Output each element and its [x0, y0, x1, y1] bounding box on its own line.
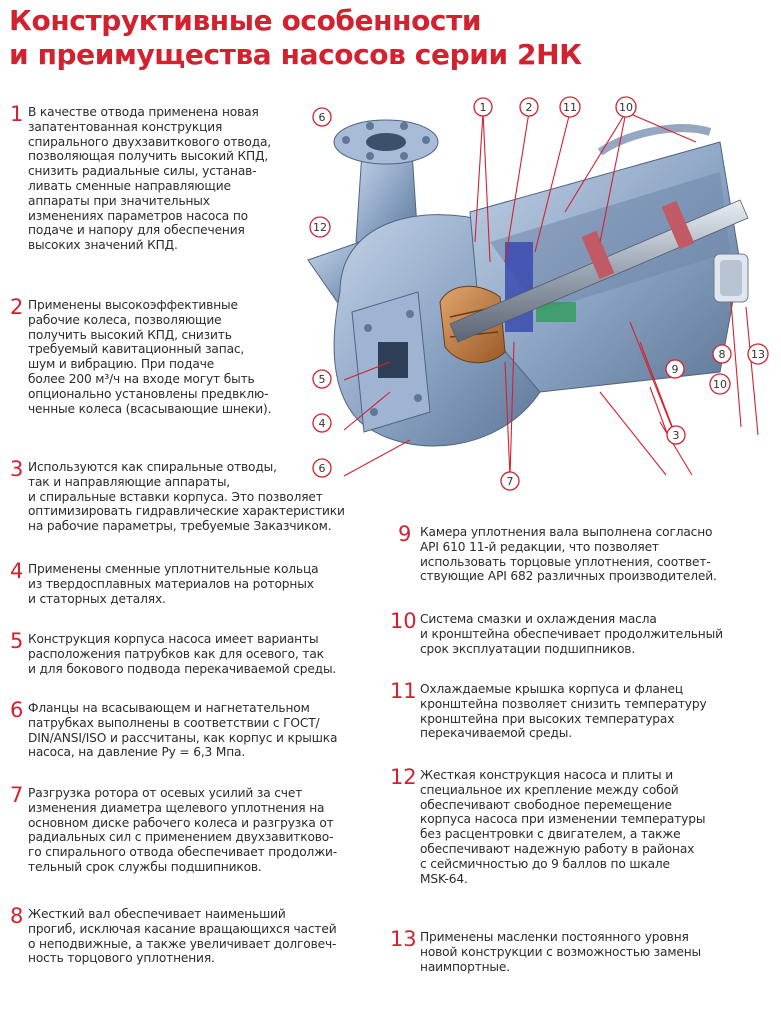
feature-number: 8 — [10, 904, 24, 928]
feature-number: 7 — [10, 783, 24, 807]
feature-number: 1 — [10, 102, 24, 126]
callout-10-bottom — [710, 374, 730, 394]
svg-text:10: 10 — [713, 378, 727, 391]
feature-number: 9 — [398, 522, 412, 546]
feature-text: Жесткая конструкция насоса и плиты и специальное их крепление между собой обеспечивают свободное перемещение корпуса насоса при изменении температуры без расцентровки с двигателем, а также обеспечивают надежную работу в районах с сейсмичностью до 9 баллов по шкале MSK-64. — [420, 768, 706, 886]
feature-text: Используются как спиральные отводы, так и направляющие аппараты, и спиральные вставки корпуса. Это позволяет оптимизировать гидравлические характеристики на рабочие параметры, требуемые Заказчиком. — [28, 460, 345, 534]
callout-6-top — [313, 108, 331, 126]
feature-text: Охлаждаемые крышка корпуса и фланец кронштейна позволяет снизить температуру кронштейна при высоких температурах перекачиваемой среды. — [420, 682, 707, 741]
feature-number: 4 — [10, 559, 24, 583]
callout-9 — [666, 360, 684, 378]
svg-text:6: 6 — [318, 111, 326, 124]
svg-text:5: 5 — [318, 373, 326, 386]
feature-number: 2 — [10, 295, 24, 319]
cooling-pipe — [600, 128, 710, 152]
callout-10-top — [616, 97, 636, 117]
callout-1 — [474, 98, 492, 116]
callout-4 — [313, 414, 331, 432]
callout-3 — [667, 426, 685, 444]
feature-number: 5 — [10, 629, 24, 653]
feature-number: 3 — [10, 457, 24, 481]
feature-number: 13 — [390, 927, 417, 951]
feature-number: 6 — [10, 698, 24, 722]
feature-number: 12 — [390, 765, 417, 789]
pump-illustration — [300, 92, 779, 502]
callout-2 — [520, 98, 538, 116]
feature-text: Фланцы на всасывающем и нагнетательном патрубках выполнены в соответствии с ГОСТ/ DIN/ANSI/ISO и рассчитаны, как корпус и крышка насоса, на давление Ру = 6,3 Мпа. — [28, 701, 338, 760]
callout-8 — [713, 345, 731, 363]
feature-number: 11 — [390, 679, 417, 703]
callout-13 — [748, 344, 768, 364]
feature-text: Разгрузка ротора от осевых усилий за счет изменения диаметра щелевого уплотнения на основном диске рабочего колеса и разгрузка от радиальных сил с применением двухзавитково- го спирального отвода обеспечивает продолжи- тельный срок службы подшипников. — [28, 786, 338, 874]
svg-text:1: 1 — [479, 101, 487, 114]
feature-text: Система смазки и охлаждения масла и кронштейна обеспечивает продолжительный срок эксплуатации подшипников. — [420, 612, 723, 656]
callout-6-bottom — [313, 459, 331, 477]
callout-5 — [313, 370, 331, 388]
callout-11 — [560, 97, 580, 117]
svg-text:6: 6 — [318, 462, 326, 475]
svg-text:8: 8 — [718, 348, 726, 361]
svg-text:11: 11 — [563, 101, 577, 114]
feature-text: Применены высокоэффективные рабочие колеса, позволяющие получить высокий КПД, снизить требуемый кавитационный запас, шум и вибрацию. При подаче более 200 м³/ч на входе могут быть опционально установлены предвклю- ченные колеса (всасывающие шнеки). — [28, 298, 272, 416]
svg-text:10: 10 — [619, 101, 633, 114]
svg-text:3: 3 — [672, 429, 680, 442]
svg-text:12: 12 — [313, 221, 327, 234]
callout-7 — [501, 472, 519, 490]
title-line-1: Конструктивные особенности — [9, 4, 482, 37]
feature-text: Применены масленки постоянного уровня новой конструкции с возможностью замены наимпортные. — [420, 930, 702, 974]
callout-12 — [310, 217, 330, 237]
feature-text: В качестве отвода применена новая запатентованная конструкция спирального двухзавиткового отвода, позволяющая получить высокий КПД, снизить радиальные силы, устанав- ливать сменные направляющие аппараты при значительных изменениях параметров насоса по подаче и напору для обеспечения высоких значений КПД. — [28, 105, 272, 253]
svg-text:2: 2 — [525, 101, 533, 114]
svg-text:4: 4 — [318, 417, 326, 430]
svg-text:13: 13 — [751, 348, 765, 361]
svg-text:7: 7 — [506, 475, 514, 488]
feature-text: Конструкция корпуса насоса имеет варианты расположения патрубков как для осевого, так и для бокового подвода перекачиваемой среды. — [28, 632, 337, 676]
feature-text: Применены сменные уплотнительные кольца из твердосплавных материалов на роторных и статорных деталях. — [28, 562, 319, 606]
feature-text: Жесткий вал обеспечивает наименьший прогиб, исключая касание вращающихся частей о неподвижные, а также увеличивает долговеч- ность торцового уплотнения. — [28, 907, 337, 966]
feature-number: 10 — [390, 609, 417, 633]
page-title — [9, 4, 779, 72]
feature-text: Камера уплотнения вала выполнена согласно API 610 11-й редакции, что позволяет использовать торцовые уплотнения, соответ- ствующие API 682 различных производителей. — [420, 525, 717, 584]
svg-text:9: 9 — [671, 363, 679, 376]
title-line-2: и преимущества насосов серии 2НК — [9, 38, 582, 71]
